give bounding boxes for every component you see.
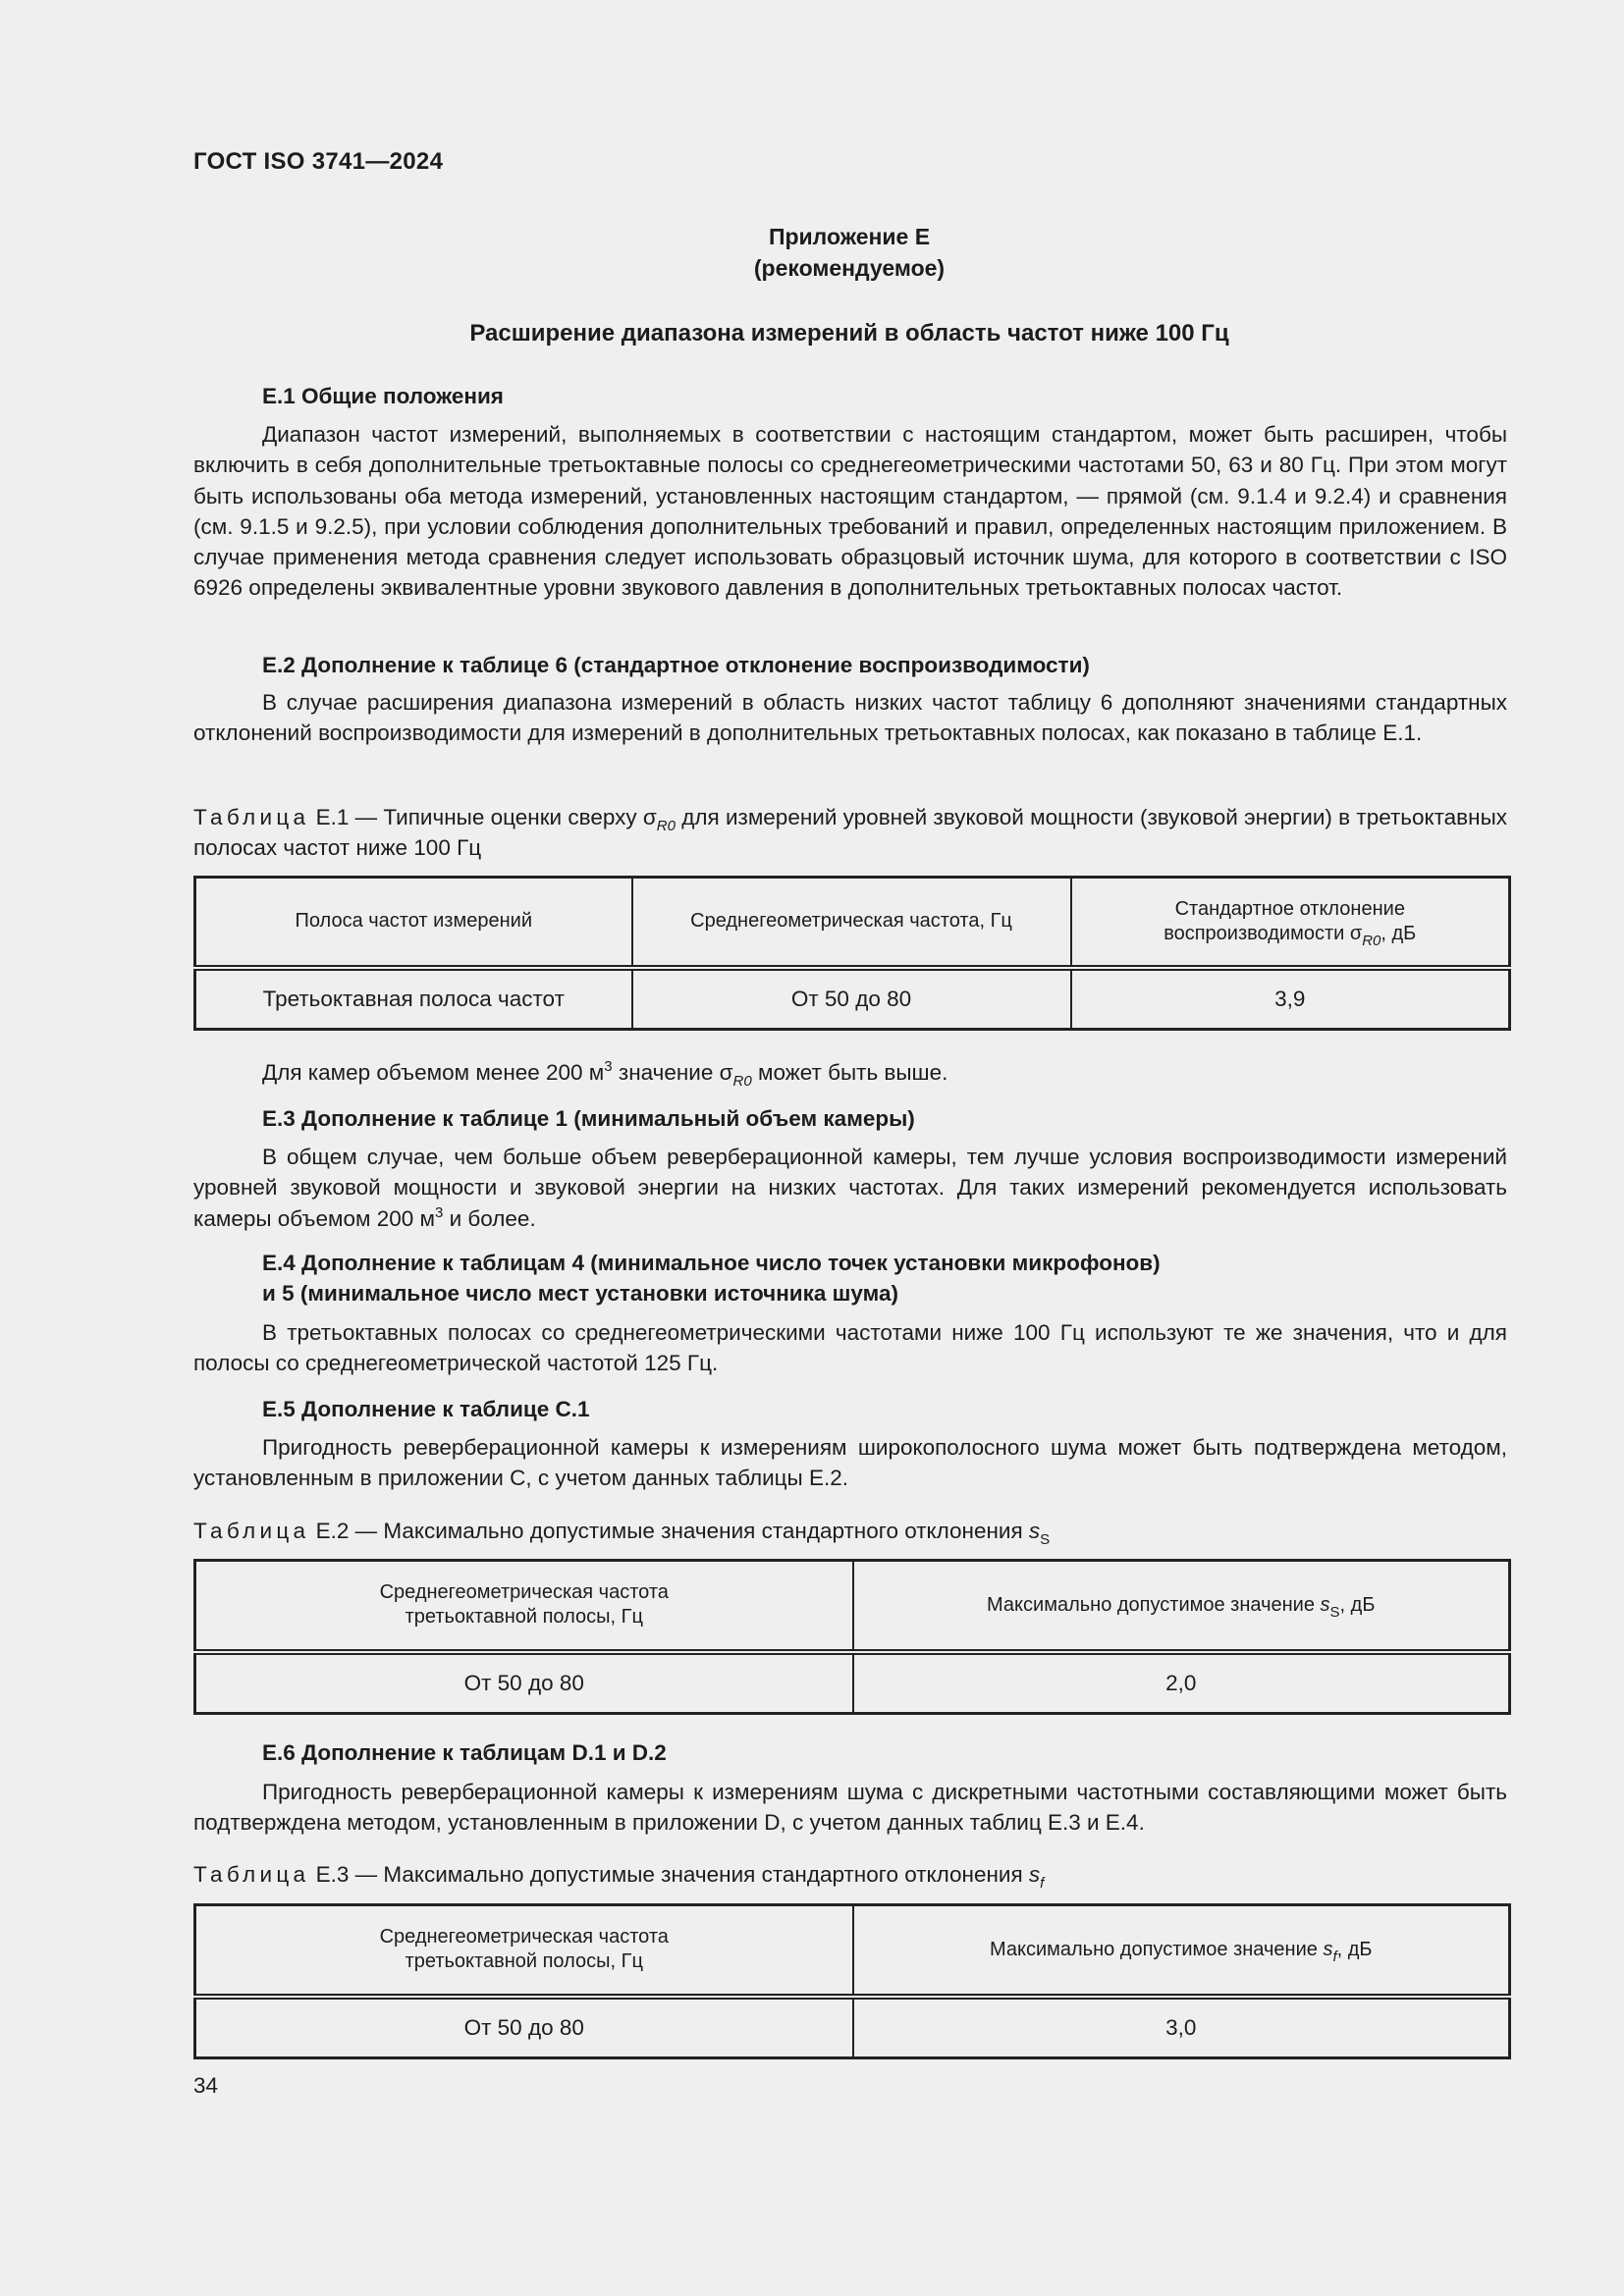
table-e1 bbox=[193, 876, 1511, 1031]
section-e4-paragraph: В третьоктавных полосах со среднегеометрическими частотами ниже 100 Гц используют те же значения, что и для полосы со среднегеометрической частотой 125 Гц. bbox=[193, 1320, 1507, 1376]
table-header-cell: Среднегеометрическая частота третьоктавной полосы, Гц bbox=[195, 1905, 853, 1997]
table-header-cell: Среднегеометрическая частота, Гц bbox=[632, 878, 1071, 968]
document-id: ГОСТ ISO 3741—2024 bbox=[193, 148, 444, 175]
section-e3-paragraph: В общем случае, чем больше объем реверберационной камеры, тем лучше условия воспроизводимости измерений уровней звуковой мощности и звуковой энергии на низких частотах. Для таких измерений рекомендуется использовать камеры объемом 200 $м^3$ и более. bbox=[193, 1145, 1507, 1231]
section-e3-heading: Е.3 Дополнение к таблице 1 (минимальный объем камеры) bbox=[262, 1106, 915, 1131]
appendix-title: Приложение Е bbox=[768, 224, 931, 249]
table-cell: От 50 до 80 bbox=[195, 1997, 853, 2058]
table-label: Таблица bbox=[193, 805, 310, 829]
table-cell: От 50 до 80 bbox=[195, 1652, 853, 1714]
table-e3 bbox=[193, 1903, 1511, 2059]
page-number: 34 bbox=[193, 2073, 219, 2098]
table-label: Таблица bbox=[193, 1519, 310, 1543]
table-header-row bbox=[195, 1561, 1510, 1652]
section-e6-paragraph: Пригодность реверберационной камеры к измерениям шума с дискретными частотными составляющими может быть подтверждена методом, установленным в приложении D, с учетом данных таблиц Е.3 и Е.4. bbox=[193, 1780, 1507, 1836]
section-e2-paragraph: В случае расширения диапазона измерений в область низких частот таблицу 6 дополняют значениями стандартных отклонений воспроизводимости для измерений в дополнительных третьоктавных полосах, как показано в таблице Е.1. bbox=[193, 690, 1507, 746]
table-e1-note: Для камер объемом менее 200 $м^3$ значение $\sigma_{R0}$ может быть выше. bbox=[262, 1058, 948, 1090]
section-e4-heading: Е.4 Дополнение к таблицам 4 (минимальное число точек установки микрофонов) и 5 (минимальное число мест установки источника шума) bbox=[262, 1251, 1161, 1307]
table-header-cell: Среднегеометрическая частота третьоктавной полосы, Гц bbox=[195, 1561, 853, 1652]
table-header-cell: Максимально допустимое значение $s_f$, дБ bbox=[853, 1905, 1510, 1997]
table-cell: 3,9 bbox=[1071, 968, 1510, 1030]
table-cell: 3,0 bbox=[853, 1997, 1510, 2058]
table-header-row bbox=[195, 1905, 1510, 1997]
section-e1-paragraph: Диапазон частот измерений, выполняемых в соответствии с настоящим стандартом, может быть расширен, чтобы включить в себя дополнительные третьоктавные полосы со среднегеометрическими частотами 50, 63 и 80 Гц. При этом могут быть использованы оба метода измерений, установленных настоящим стандартом, — прямой (см. 9.1.4 и 9.2.4) и сравнения (см. 9.1.5 и 9.2.5), при условии соблюдения дополнительных требований и правил, определенных настоящим приложением. В случае применения метода сравнения следует использовать образцовый источник шума, для которого в соответствии с ISO 6926 определены эквивалентные уровни звукового давления в дополнительных третьоктавных полосах частот. bbox=[193, 422, 1507, 601]
table-cell: От 50 до 80 bbox=[632, 968, 1071, 1030]
table-label: Таблица bbox=[193, 1862, 310, 1887]
section-e6-heading: Е.6 Дополнение к таблицам D.1 и D.2 bbox=[262, 1740, 667, 1765]
table-row bbox=[195, 1652, 1510, 1714]
table-e2-caption: Таблица Е.2 — Максимально допустимые значения стандартного отклонения $s_S$ bbox=[193, 1519, 1051, 1548]
table-header-row bbox=[195, 878, 1510, 968]
table-row bbox=[195, 968, 1510, 1030]
appendix-main-title: Расширение диапазона измерений в область частот ниже 100 Гц bbox=[469, 320, 1229, 347]
section-e2-heading: Е.2 Дополнение к таблице 6 (стандартное отклонение воспроизводимости) bbox=[262, 653, 1090, 677]
table-cell: Третьоктавная полоса частот bbox=[195, 968, 632, 1030]
table-header-cell: Полоса частот измерений bbox=[195, 878, 632, 968]
section-e1-heading: Е.1 Общие положения bbox=[262, 384, 504, 408]
table-header-cell: Максимально допустимое значение $s_S$, дБ bbox=[853, 1561, 1510, 1652]
table-e1-caption: Таблица Е.1 — Типичные оценки сверху $\sigma_{R0}$ для измерений уровней звуковой мощности (звуковой энергии) в третьоктавных полосах частот ниже 100 Гц bbox=[193, 805, 1507, 861]
appendix-status: (рекомендуемое) bbox=[753, 255, 946, 281]
table-e3-caption: Таблица Е.3 — Максимально допустимые значения стандартного отклонения $s_f$ bbox=[193, 1862, 1045, 1892]
table-row bbox=[195, 1997, 1510, 2058]
table-e2 bbox=[193, 1559, 1511, 1715]
section-e5-paragraph: Пригодность реверберационной камеры к измерениям широкополосного шума может быть подтверждена методом, установленным в приложении С, с учетом данных таблицы Е.2. bbox=[193, 1435, 1507, 1491]
section-e5-heading: Е.5 Дополнение к таблице С.1 bbox=[262, 1397, 590, 1421]
table-cell: 2,0 bbox=[853, 1652, 1510, 1714]
table-header-cell: Стандартное отклонение воспроизводимости $\sigma_{R0}$, дБ bbox=[1071, 878, 1510, 968]
